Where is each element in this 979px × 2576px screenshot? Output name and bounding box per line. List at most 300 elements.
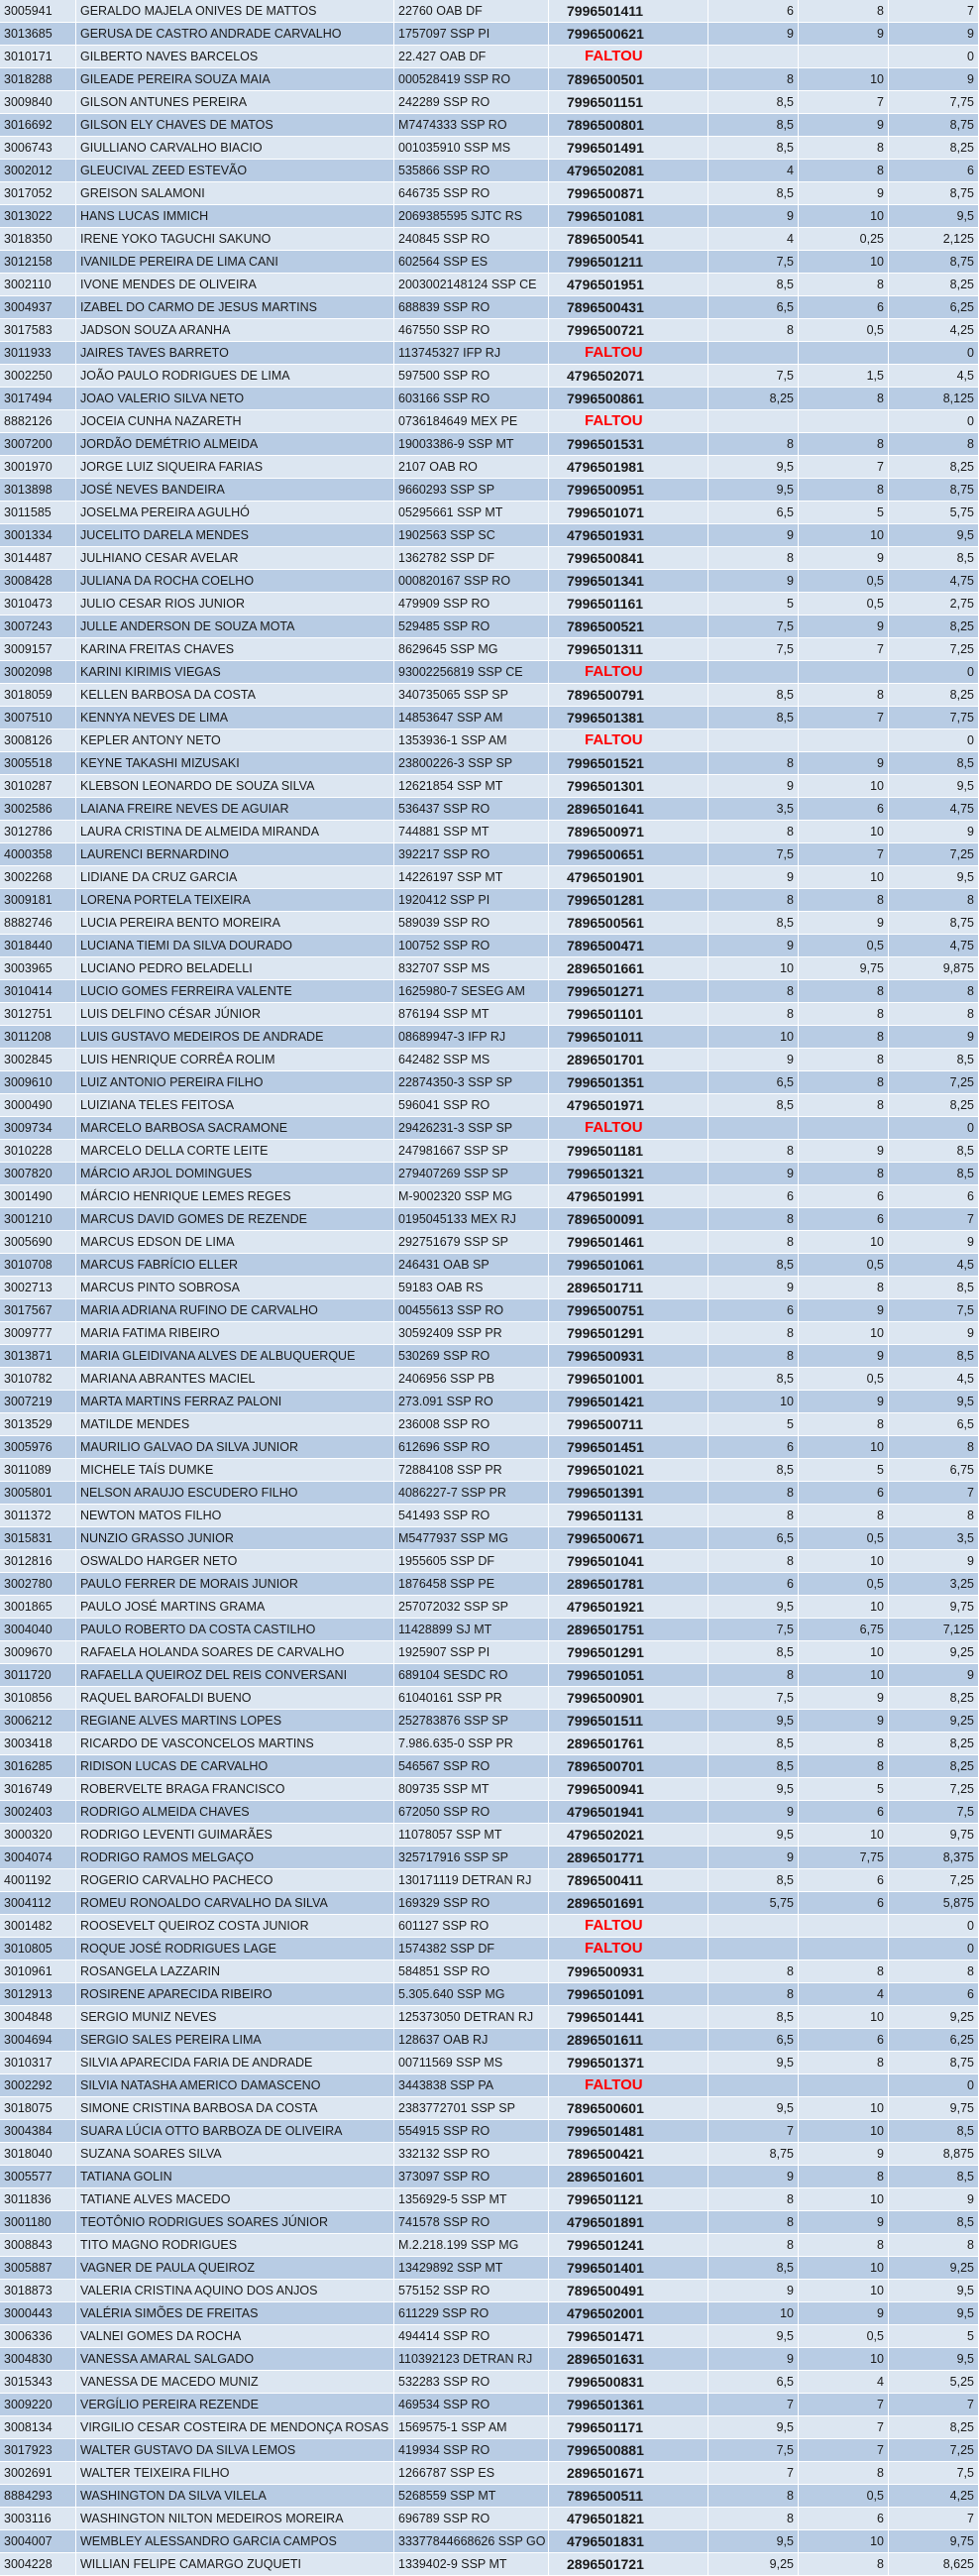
candidate-document: 546567 SSP RO: [394, 1755, 549, 1778]
score-1: 8: [708, 433, 799, 456]
score-2: 10: [799, 2006, 889, 2029]
table-row: [0, 684, 979, 707]
answer-code: FALTOU: [549, 1117, 708, 1140]
candidate-id: 8884293: [0, 2485, 76, 2508]
candidate-document: 494414 SSP RO: [394, 2325, 549, 2348]
table-row: [0, 23, 979, 46]
candidate-document: 08689947-3 IFP RJ: [394, 1026, 549, 1049]
score-2: 8: [799, 980, 889, 1003]
candidate-document: 1569575-1 SSP AM: [394, 2416, 549, 2439]
score-1: 9: [708, 2348, 799, 2371]
answer-code: 7996500831: [549, 2371, 708, 2394]
table-row: [0, 1003, 979, 1026]
candidate-id: 3002845: [0, 1049, 76, 1071]
final-score: 8,25: [889, 684, 979, 707]
table-row: [0, 1071, 979, 1094]
candidate-id: 3010473: [0, 593, 76, 616]
candidate-document: 584851 SSP RO: [394, 1960, 549, 1983]
candidate-id: 3018075: [0, 2097, 76, 2120]
score-2: 10: [799, 2097, 889, 2120]
table-row: [0, 2508, 979, 2530]
score-2: 9: [799, 2211, 889, 2234]
candidate-document: 1876458 SSP PE: [394, 1573, 549, 1596]
answer-code: 7996501421: [549, 1391, 708, 1413]
candidate-document: 392217 SSP RO: [394, 843, 549, 866]
score-1: 9,5: [708, 2052, 799, 2074]
table-row: [0, 2029, 979, 2052]
score-1: 8,5: [708, 1459, 799, 1482]
score-1: 7,5: [708, 1687, 799, 1710]
score-2: 8: [799, 433, 889, 456]
candidate-document: 596041 SSP RO: [394, 1094, 549, 1117]
answer-code: 7996501531: [549, 433, 708, 456]
candidate-name: NEWTON MATOS FILHO: [76, 1505, 394, 1527]
candidate-name: LAIANA FREIRE NEVES DE AGUIAR: [76, 798, 394, 821]
candidate-name: JULIO CESAR RIOS JUNIOR: [76, 593, 394, 616]
table-row: [0, 1687, 979, 1710]
candidate-id: 3011933: [0, 342, 76, 365]
score-2: 0,5: [799, 935, 889, 957]
score-2: 5: [799, 1778, 889, 1801]
score-2: 8: [799, 1049, 889, 1071]
candidate-document: 100752 SSP RO: [394, 935, 549, 957]
candidate-id: 3009777: [0, 1322, 76, 1345]
table-row: [0, 729, 979, 752]
final-score: 6,5: [889, 1413, 979, 1436]
final-score: 9: [889, 1322, 979, 1345]
answer-code: FALTOU: [549, 1915, 708, 1938]
final-score: 8,25: [889, 274, 979, 296]
score-1: 6: [708, 1573, 799, 1596]
candidate-name: TEOTÔNIO RODRIGUES SOARES JÚNIOR: [76, 2211, 394, 2234]
candidate-document: 530269 SSP RO: [394, 1345, 549, 1368]
candidate-name: GERUSA DE CASTRO ANDRADE CARVALHO: [76, 23, 394, 46]
table-row: [0, 1368, 979, 1391]
candidate-name: KEPLER ANTONY NETO: [76, 729, 394, 752]
candidate-name: RAQUEL BAROFALDI BUENO: [76, 1687, 394, 1710]
score-2: 6: [799, 1801, 889, 1824]
final-score: 7,125: [889, 1619, 979, 1641]
candidate-id: 3002713: [0, 1277, 76, 1299]
candidate-id: 4001192: [0, 1869, 76, 1892]
final-score: 9: [889, 1664, 979, 1687]
candidate-document: 5.305.640 SSP MG: [394, 1983, 549, 2006]
answer-code: 7996500931: [549, 1960, 708, 1983]
table-row: [0, 251, 979, 274]
candidate-document: 14853647 SSP AM: [394, 707, 549, 729]
candidate-document: 1266787 SSP ES: [394, 2462, 549, 2485]
candidate-name: WASHINGTON NILTON MEDEIROS MOREIRA: [76, 2508, 394, 2530]
candidate-name: MARIA ADRIANA RUFINO DE CARVALHO: [76, 1299, 394, 1322]
candidate-document: 3443838 SSP PA: [394, 2074, 549, 2097]
table-row: [0, 1163, 979, 1185]
answer-code: 7996501081: [549, 205, 708, 228]
answer-code: FALTOU: [549, 410, 708, 433]
answer-code: 7996501451: [549, 1436, 708, 1459]
candidate-id: 3005801: [0, 1482, 76, 1505]
score-1: 8: [708, 1322, 799, 1345]
answer-code: 4796501921: [549, 1596, 708, 1619]
candidate-id: 3002110: [0, 274, 76, 296]
final-score: 4,5: [889, 1254, 979, 1277]
score-2: 10: [799, 866, 889, 889]
candidate-document: 1353936-1 SSP AM: [394, 729, 549, 752]
answer-code: 7896500521: [549, 616, 708, 638]
candidate-id: 3015831: [0, 1527, 76, 1550]
candidate-document: 000528419 SSP RO: [394, 68, 549, 91]
candidate-document: 2003002148124 SSP CE: [394, 274, 549, 296]
candidate-name: JUCELITO DARELA MENDES: [76, 524, 394, 547]
score-2: 8: [799, 0, 889, 23]
final-score: 8,5: [889, 752, 979, 775]
final-score: 0: [889, 1915, 979, 1938]
answer-code: 7996501461: [549, 1231, 708, 1254]
table-row: [0, 821, 979, 843]
score-1: 8,5: [708, 2006, 799, 2029]
score-2: 9: [799, 752, 889, 775]
candidate-name: HANS LUCAS IMMICH: [76, 205, 394, 228]
score-2: [799, 1117, 889, 1140]
candidate-name: LUIS DELFINO CÉSAR JÚNIOR: [76, 1003, 394, 1026]
score-2: 6: [799, 2508, 889, 2530]
answer-code: 7996501041: [549, 1550, 708, 1573]
score-1: 9: [708, 775, 799, 798]
candidate-name: LUIS GUSTAVO MEDEIROS DE ANDRADE: [76, 1026, 394, 1049]
final-score: 8,75: [889, 114, 979, 137]
candidate-id: 3005690: [0, 1231, 76, 1254]
candidate-name: TATIANA GOLIN: [76, 2166, 394, 2188]
final-score: 7: [889, 1208, 979, 1231]
candidate-document: 22760 OAB DF: [394, 0, 549, 23]
candidate-name: KELLEN BARBOSA DA COSTA: [76, 684, 394, 707]
score-2: 10: [799, 1664, 889, 1687]
score-1: 8: [708, 1482, 799, 1505]
candidate-document: 646735 SSP RO: [394, 182, 549, 205]
answer-code: 7896500541: [549, 228, 708, 251]
candidate-name: LUCIANO PEDRO BELADELLI: [76, 957, 394, 980]
candidate-name: MARCELO DELLA CORTE LEITE: [76, 1140, 394, 1163]
score-2: 8: [799, 684, 889, 707]
table-row: [0, 1869, 979, 1892]
table-row: [0, 1801, 979, 1824]
score-1: 7,5: [708, 843, 799, 866]
score-1: 8,5: [708, 114, 799, 137]
answer-code: 7996501391: [549, 1482, 708, 1505]
candidate-document: 30592409 SSP PR: [394, 1322, 549, 1345]
candidate-id: 3007243: [0, 616, 76, 638]
candidate-id: 3006743: [0, 137, 76, 160]
candidate-name: WASHINGTON DA SILVA VILELA: [76, 2485, 394, 2508]
candidate-name: RODRIGO LEVENTI GUIMARÃES: [76, 1824, 394, 1847]
candidate-document: 602564 SSP ES: [394, 251, 549, 274]
score-1: 8: [708, 1003, 799, 1026]
score-2: 10: [799, 68, 889, 91]
table-row: [0, 274, 979, 296]
score-1: 6,5: [708, 1527, 799, 1550]
candidate-document: 7.986.635-0 SSP PR: [394, 1733, 549, 1755]
candidate-name: RODRIGO ALMEIDA CHAVES: [76, 1801, 394, 1824]
table-row: [0, 1596, 979, 1619]
candidate-document: 2406956 SSP PB: [394, 1368, 549, 1391]
final-score: 9,5: [889, 1391, 979, 1413]
candidate-document: 257072032 SSP SP: [394, 1596, 549, 1619]
candidate-document: 130171119 DETRAN RJ: [394, 1869, 549, 1892]
candidate-id: 3009610: [0, 1071, 76, 1094]
answer-code: 7996501481: [549, 2120, 708, 2143]
answer-code: 7996501321: [549, 1163, 708, 1185]
score-1: 6: [708, 1185, 799, 1208]
answer-code: 2896501671: [549, 2462, 708, 2485]
final-score: 8,25: [889, 456, 979, 479]
score-2: 8: [799, 274, 889, 296]
answer-code: 2896501721: [549, 2553, 708, 2576]
final-score: 8,75: [889, 2052, 979, 2074]
table-row: [0, 1277, 979, 1299]
score-1: [708, 46, 799, 68]
score-2: 9: [799, 1710, 889, 1733]
answer-code: 7996500651: [549, 843, 708, 866]
candidate-name: SERGIO MUNIZ NEVES: [76, 2006, 394, 2029]
candidate-name: WEMBLEY ALESSANDRO GARCIA CAMPOS: [76, 2530, 394, 2553]
score-2: 8: [799, 1163, 889, 1185]
candidate-document: 689104 SESDC RO: [394, 1664, 549, 1687]
table-row: [0, 2371, 979, 2394]
score-2: [799, 1938, 889, 1960]
candidate-name: NELSON ARAUJO ESCUDERO FILHO: [76, 1482, 394, 1505]
candidate-document: 611229 SSP RO: [394, 2302, 549, 2325]
table-row: [0, 365, 979, 388]
candidate-name: ROMEU RONOALDO CARVALHO DA SILVA: [76, 1892, 394, 1915]
candidate-document: 672050 SSP RO: [394, 1801, 549, 1824]
candidate-name: LUIZ ANTONIO PEREIRA FILHO: [76, 1071, 394, 1094]
score-1: 9,5: [708, 1596, 799, 1619]
final-score: 4,25: [889, 2485, 979, 2508]
score-1: 8: [708, 1505, 799, 1527]
table-row: [0, 912, 979, 935]
score-2: 8: [799, 1094, 889, 1117]
table-row: [0, 1527, 979, 1550]
score-2: 10: [799, 1322, 889, 1345]
final-score: 8,375: [889, 1847, 979, 1869]
answer-code: 2896501761: [549, 1733, 708, 1755]
answer-code: 4796501831: [549, 2530, 708, 2553]
table-row: [0, 1413, 979, 1436]
score-2: 4: [799, 2371, 889, 2394]
score-1: 8: [708, 319, 799, 342]
score-1: 9,5: [708, 1824, 799, 1847]
final-score: 9,75: [889, 1824, 979, 1847]
candidate-document: 23800226-3 SSP SP: [394, 752, 549, 775]
candidate-document: 589039 SSP RO: [394, 912, 549, 935]
candidate-document: 1920412 SSP PI: [394, 889, 549, 912]
table-row: [0, 2553, 979, 2576]
score-2: 6,75: [799, 1619, 889, 1641]
candidate-name: ROGERIO CARVALHO PACHECO: [76, 1869, 394, 1892]
answer-code: FALTOU: [549, 46, 708, 68]
candidate-id: 3010414: [0, 980, 76, 1003]
table-row: [0, 1026, 979, 1049]
candidate-id: 3009670: [0, 1641, 76, 1664]
candidate-name: PAULO ROBERTO DA COSTA CASTILHO: [76, 1619, 394, 1641]
final-score: 9,25: [889, 1641, 979, 1664]
candidate-document: 33377844668626 SSP GO: [394, 2530, 549, 2553]
score-2: 9: [799, 2143, 889, 2166]
final-score: 7: [889, 1482, 979, 1505]
candidate-id: 3004848: [0, 2006, 76, 2029]
score-2: 8: [799, 137, 889, 160]
score-2: 10: [799, 1596, 889, 1619]
candidate-name: OSWALDO HARGER NETO: [76, 1550, 394, 1573]
final-score: 6: [889, 1983, 979, 2006]
candidate-id: 3016692: [0, 114, 76, 137]
answer-code: 7996501121: [549, 2188, 708, 2211]
table-row: [0, 1710, 979, 1733]
answer-code: 7996501381: [549, 707, 708, 729]
answer-code: 7996501521: [549, 752, 708, 775]
answer-code: 7896500431: [549, 296, 708, 319]
score-2: 7: [799, 843, 889, 866]
score-2: 6: [799, 2029, 889, 2052]
answer-code: 7996501491: [549, 137, 708, 160]
candidate-id: 3002691: [0, 2462, 76, 2485]
answer-code: 2896501751: [549, 1619, 708, 1641]
candidate-document: 876194 SSP MT: [394, 1003, 549, 1026]
answer-code: 7996501001: [549, 1368, 708, 1391]
candidate-name: JULLE ANDERSON DE SOUZA MOTA: [76, 616, 394, 638]
table-row: [0, 2280, 979, 2302]
table-row: [0, 2120, 979, 2143]
answer-code: 7996501351: [549, 1071, 708, 1094]
table-row: [0, 775, 979, 798]
answer-code: 4796501951: [549, 274, 708, 296]
final-score: 4,25: [889, 319, 979, 342]
table-row: [0, 1892, 979, 1915]
candidate-name: VERGÍLIO PEREIRA REZENDE: [76, 2394, 394, 2416]
candidate-id: 3004937: [0, 296, 76, 319]
score-1: 9: [708, 570, 799, 593]
candidate-id: 3004040: [0, 1619, 76, 1641]
final-score: 0: [889, 661, 979, 684]
candidate-id: 3005887: [0, 2257, 76, 2280]
candidate-name: VALÉRIA SIMÕES DE FREITAS: [76, 2302, 394, 2325]
score-1: 9: [708, 935, 799, 957]
answer-code: FALTOU: [549, 729, 708, 752]
score-2: 8: [799, 1026, 889, 1049]
final-score: 8,5: [889, 1277, 979, 1299]
score-1: 8,5: [708, 707, 799, 729]
candidate-id: 3007200: [0, 433, 76, 456]
answer-code: 4796502021: [549, 1824, 708, 1847]
candidate-name: JORGE LUIZ SIQUEIRA FARIAS: [76, 456, 394, 479]
final-score: 0: [889, 410, 979, 433]
answer-code: 7896500091: [549, 1208, 708, 1231]
table-row: [0, 114, 979, 137]
score-1: 9: [708, 866, 799, 889]
score-2: 8: [799, 479, 889, 502]
score-1: 8,75: [708, 2143, 799, 2166]
score-2: 9: [799, 616, 889, 638]
score-1: 9,5: [708, 456, 799, 479]
table-row: [0, 957, 979, 980]
score-2: 9: [799, 1140, 889, 1163]
answer-code: 7896500791: [549, 684, 708, 707]
final-score: 9: [889, 1231, 979, 1254]
final-score: 8,125: [889, 388, 979, 410]
final-score: 8,75: [889, 182, 979, 205]
candidate-id: 3003116: [0, 2508, 76, 2530]
candidate-id: 3002268: [0, 866, 76, 889]
candidate-id: 3006336: [0, 2325, 76, 2348]
candidate-name: TATIANE ALVES MACEDO: [76, 2188, 394, 2211]
table-row: [0, 433, 979, 456]
score-2: 9,75: [799, 957, 889, 980]
candidate-id: 3005577: [0, 2166, 76, 2188]
table-row: [0, 1049, 979, 1071]
score-1: 8: [708, 821, 799, 843]
score-1: 9: [708, 1847, 799, 1869]
table-row: [0, 2097, 979, 2120]
table-row: [0, 1322, 979, 1345]
table-row: [0, 1960, 979, 1983]
candidate-document: 125373050 DETRAN RJ: [394, 2006, 549, 2029]
score-2: [799, 661, 889, 684]
final-score: 2,75: [889, 593, 979, 616]
candidate-document: 419934 SSP RO: [394, 2439, 549, 2462]
final-score: 7,25: [889, 2439, 979, 2462]
candidate-id: 3005976: [0, 1436, 76, 1459]
final-score: 4,75: [889, 798, 979, 821]
table-row: [0, 843, 979, 866]
candidate-name: JOSELMA PEREIRA AGULHÓ: [76, 502, 394, 524]
table-row: [0, 46, 979, 68]
candidate-id: 3007219: [0, 1391, 76, 1413]
candidate-document: 29426231-3 SSP SP: [394, 1117, 549, 1140]
candidate-name: GLEUCIVAL ZEED ESTEVÃO: [76, 160, 394, 182]
candidate-document: 688839 SSP RO: [394, 296, 549, 319]
candidate-document: 469534 SSP RO: [394, 2394, 549, 2416]
score-1: [708, 729, 799, 752]
answer-code: 4796501931: [549, 524, 708, 547]
score-2: [799, 1915, 889, 1938]
candidate-name: RIDISON LUCAS DE CARVALHO: [76, 1755, 394, 1778]
score-1: [708, 342, 799, 365]
table-row: [0, 980, 979, 1003]
answer-code: 2896501601: [549, 2166, 708, 2188]
table-row: [0, 2530, 979, 2553]
score-2: 0,5: [799, 593, 889, 616]
candidate-document: 59183 OAB RS: [394, 1277, 549, 1299]
final-score: 8: [889, 2234, 979, 2257]
candidate-id: 3004112: [0, 1892, 76, 1915]
final-score: 6,25: [889, 2029, 979, 2052]
final-score: 4,5: [889, 1368, 979, 1391]
candidate-document: 741578 SSP RO: [394, 2211, 549, 2234]
candidate-name: ROSANGELA LAZZARIN: [76, 1960, 394, 1983]
candidate-name: JULIANA DA ROCHA COELHO: [76, 570, 394, 593]
final-score: 5,25: [889, 2371, 979, 2394]
candidate-document: 22.427 OAB DF: [394, 46, 549, 68]
answer-code: 7996501151: [549, 91, 708, 114]
candidate-document: 00711569 SSP MS: [394, 2052, 549, 2074]
score-2: [799, 46, 889, 68]
final-score: 4,5: [889, 365, 979, 388]
candidate-document: 373097 SSP RO: [394, 2166, 549, 2188]
answer-code: 2896501781: [549, 1573, 708, 1596]
candidate-name: VAGNER DE PAULA QUEIROZ: [76, 2257, 394, 2280]
answer-code: 4796501981: [549, 456, 708, 479]
score-1: 9,5: [708, 2325, 799, 2348]
score-1: 8: [708, 1960, 799, 1983]
